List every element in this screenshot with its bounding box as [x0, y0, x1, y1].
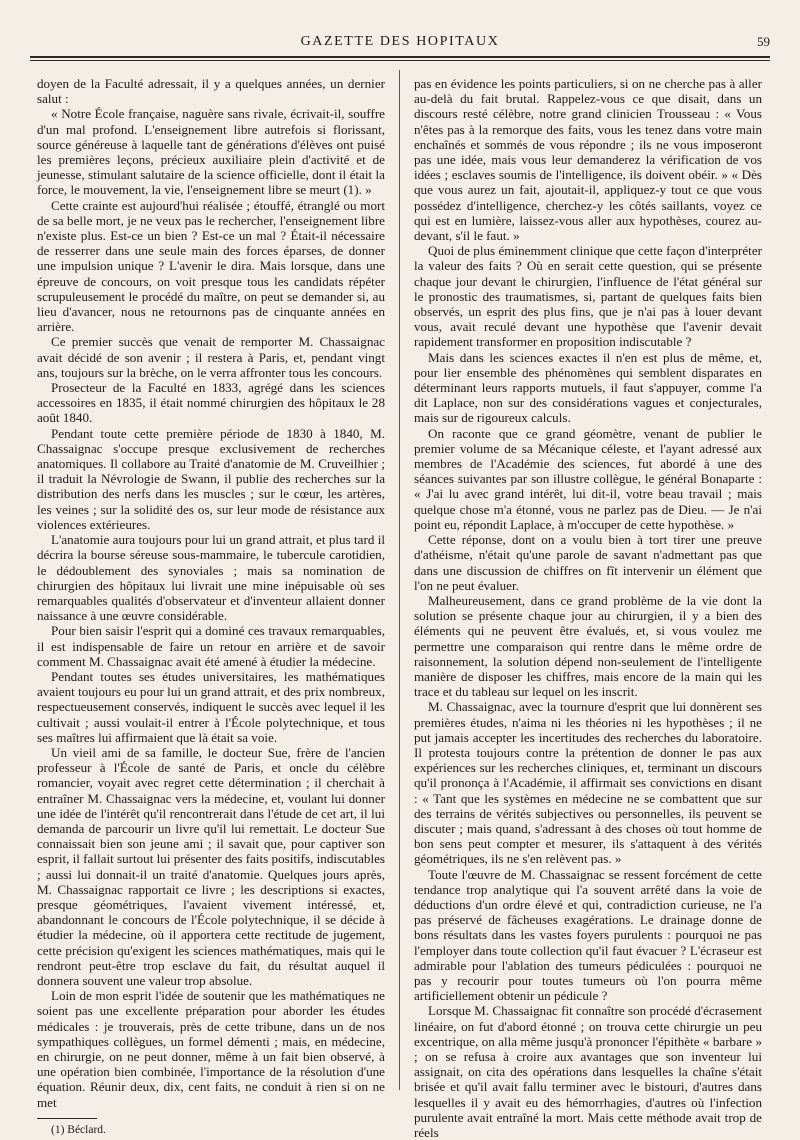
paragraph: Toute l'œuvre de M. Chassaignac se ressent forcément de cette tendance trop analytique qui l'a souvent arrêté dans la voie de déductions d'un ordre élevé et qui, contradiction curieuse, ne l'a pas préservé de fâcheuses exagérations. Le drainage donne de bons résultats dans les vastes foyers purulents : pourquoi ne pas l'employer dans toute collection qu'il faut évacuer ? L'écraseur est admirable pour l'ablation des tumeurs pédiculées : pourquoi ne pas y recourir pour toutes tumeurs où l'on pourra même artificiellement obtenir un pédicule ? [414, 866, 762, 1004]
paragraph: « Notre École française, naguère sans rivale, écrivait-il, souffre d'un mal profond. L'enseignement libre autrefois si florissant, source généreuse à laquelle tant de générations d'élèves ont puisé les premières leçons, précieux auxiliaire plein d'activité et de jeunesse, stimulant salutaire de la science officielle, dont il était la force, le mouvement, la vie, l'enseignement libre se meurt (1). » [37, 106, 385, 198]
paragraph: Malheureusement, dans ce grand problème de la vie dont la solution se présente chaque jour au chirurgien, il y a bien des éléments qui ne peuvent être évalués, et, si vous voulez me permettre une comparaison qui rentre dans le même ordre de raisonnement, la solution dépend non-seulement de l'intelligente manière de disposer les chiffres, mais encore de la main qui les trace et du tableau sur lequel on les inscrit. [414, 592, 762, 700]
paragraph: Un vieil ami de sa famille, le docteur Sue, frère de l'ancien professeur à l'École de santé de Paris, et oncle du célèbre romancier, voyait avec regret cette détermination ; il cherchait à entraîner M. Chassaignac vers la médecine, et, voulant lui donner une idée de l'intérêt qu'il rencontrerait dans l'étude de cet art, il lui demanda de parcourir un livre qu'il lui remettait. Le docteur Sue connaissait bien son jeune ami ; il savait que, pour captiver son esprit, il fallait surtout lui présenter des faits positifs, indiscutables ; aussi lui donnait-il un traité d'anatomie. Quelques jours après, M. Chassaignac rapportait ce livre ; les descriptions si exactes, presque géométriques, l'avaient vivement intéressé, et, abandonnant le concours de l'École polytechnique, il se décide à étudier la médecine, où il apportera cette rectitude de jugement, cette précision qu'exigent les sciences mathématiques, mais qui le rendront peut-être trop esclave du fait, du résultat auquel il donnera souvent une valeur trop absolue. [37, 744, 386, 988]
paragraph: Cette réponse, dont on a voulu bien à tort tirer une preuve d'athéisme, n'était qu'une parole de savant n'admettant pas que dans une discussion de chiffres on fît intervenir un élément que l'on ne peut évaluer. [414, 532, 762, 593]
page-header [30, 34, 770, 56]
paragraph: L'anatomie aura toujours pour lui un grand attrait, et plus tard il décrira la bourse séreuse sous-mammaire, le tubercule carotidien, le dédoublement des synoviales ; mais sa nomination de chirurgien des hôpitaux lui livrait une mine inépuisable où ses remarquables qualités d'observateur et d'inventeur allaient donner naissance à une œuvre considérable. [37, 532, 385, 624]
paragraph: Pendant toutes ses études universitaires, les mathématiques avaient toujours eu pour lui un grand attrait, et des prix nombreux, respectueusement conservés, indiquent le succès avec lequel il les cultivait ; aussi voulait-il entrer à l'École polytechnique, et tous ses maîtres lui affirmaient que là était sa voie. [37, 668, 385, 745]
paragraph: Pendant toute cette première période de 1830 à 1840, M. Chassaignac s'occupe presque exclusivement de recherches anatomiques. Il collabore au Traité d'anatomie de M. Cruveilhier ; il traduit la Névrologie de Swann, il publie des recherches sur la distribution des nerfs dans les muscles ; sur le cœur, les artères, les veines ; sur la solidité des os, sur leur mode de résistance aux violences extérieures. [37, 425, 385, 532]
paragraph: Lorsque M. Chassaignac fit connaître son procédé d'écrasement linéaire, on fut d'abord étonné ; on trouva cette chirurgie un peu excentrique, on alla même jusqu'à prononcer l'épithète « barbare » ; on se refusa à croire aux avantages que son inventeur lui assignait, on cita des opérations dans lesquelles la chaîne s'était brisée et qu'il avait fallu terminer avec le bistouri, d'autres dans lesquelles il y avait eu des hémorrhagies, d'autres où l'infection purulente avait entraîné la mort. Mais cette méthode avait trop de réels [414, 1003, 762, 1140]
column-divider [399, 70, 400, 1090]
header-rule-thick [30, 56, 770, 58]
paragraph: Prosecteur de la Faculté en 1833, agrégé dans les sciences accessoires en 1835, il était nommé chirurgien des hôpitaux le 28 août 1840. [37, 380, 385, 426]
paragraph: On raconte que ce grand géomètre, venant de publier le premier volume de sa Mécanique céleste, et l'ayant adressé aux membres de l'Académie des sciences, fut abordé à une des séances suivantes par son illustre collègue, le général Bonaparte : « J'ai lu avec grand intérêt, lui dit-il, votre beau travail ; mais quelque chose m'a étonné, vous ne parlez pas de Dieu. — Je n'ai point eu, répondit Laplace, à m'occuper de cette hypothèse. » [414, 425, 762, 532]
header-rule-thin [30, 60, 770, 61]
paragraph: Loin de mon esprit l'idée de soutenir que les mathématiques ne soient pas une excellente préparation pour aborder les études médicales : je trouverais, près de cette tribune, dans un de nos sympathiques collègues, un formel démenti ; mais, en médecine, en chirurgie, on ne peut donner, même à un fait bien observé, à une opération bien combinée, l'importance de la résolution d'une équation. Réunir deux, dix, cent faits, ne conduit à rien si on ne met [37, 988, 385, 1110]
running-title: GAZETTE DES HOPITAUX [300, 34, 500, 49]
paragraph: Quoi de plus éminemment clinique que cette façon d'interpréter la valeur des faits ? Où en serait cette question, qui se présente chaque jour devant le chirurgien, l'influence de l'état général sur le pronostic des traumatismes, si, partant de quelques faits bien observés, un esprit des plus fins, que je n'ai pas à louer devant vous, avait reculé devant une hypothèse que l'avenir devait rapidement transformer en proposition indiscutable ? [414, 243, 762, 350]
paragraph: Cette crainte est aujourd'hui réalisée ; étouffé, étranglé ou mort de sa belle mort, je ne veux pas le rechercher, l'enseignement libre n'existe plus. Est-ce un bien ? Est-ce un mal ? Était-il nécessaire de resserrer dans une seule main des forces éparses, de donner une impulsion unique ? L'avenir le dira. Mais lorsque, dans une épreuve de concours, on voit presque tous les candidats répéter scrupuleusement le procédé du maître, on peut se demander si, au lieu d'avancer, nous ne retournons pas de cinquante années en arrière. [37, 197, 385, 335]
page-number: 59 [757, 34, 770, 49]
paragraph: doyen de la Faculté adressait, il y a quelques années, un dernier salut : [37, 76, 385, 107]
paragraph: pas en évidence les points particuliers, si on ne cherche pas à aller au-delà du fait brutal. Rappelez-vous ce que disait, dans un discours resté célèbre, notre grand clinicien Trousseau : « Vous n'êtes pas à la remorque des faits, vous les tenez dans votre main enchaînés et sommés de vous répondre ; ils ne vous imposeront pas une idée, mais vous leur demanderez la vérification de vos idées ; esclaves soumis de l'intelligence, ils doivent obéir. » « Dès que vous aurez un fait, ajoutait-il, appliquez-y tout ce que vous possédez d'intelligence, cherchez-y les côtés saillants, voyez ce qui est en lumière, laissez-vous aller aux hypothèses, courez au-devant, s'il le faut. » [414, 76, 762, 244]
paragraph: Ce premier succès que venait de remporter M. Chassaignac avait décidé de son avenir ; il restera à Paris, et, pendant vingt ans, toujours sur la brèche, on le verra affronter tous les concours. [37, 334, 385, 380]
left-column [37, 76, 385, 1137]
right-column [414, 76, 762, 1140]
paragraph: Mais dans les sciences exactes il n'en est plus de même, et, pour lier ensemble des phénomènes qui semblent disparates en déterminant leurs rapports mutuels, il faut s'appuyer, comme l'a dit Laplace, non sur des considérations vagues et conjecturales, mais sur de rigoureux calculs. [414, 349, 762, 426]
footnote-rule [37, 1118, 97, 1119]
paragraph: Pour bien saisir l'esprit qui a dominé ces travaux remarquables, il est indispensable de faire un retour en arrière et de savoir comment M. Chassaignac avait été amené à étudier la médecine. [37, 623, 385, 669]
footnote: (1) Béclard. [51, 1123, 106, 1136]
paragraph: M. Chassaignac, avec la tournure d'esprit que lui donnèrent ses premières études, n'aima ni les théories ni les hypothèses ; il ne put jamais accepter les incertitudes des recherches du laboratoire. Il protesta toujours contre la prétention de donner le pas aux expériences sur les recherches cliniques, et, terminant un discours qu'il prononça à l'Académie, il affirmait ses convictions en disant : « Tant que les systèmes en médecine ne se combattent que sur des terrains de vérités subjectives ou personnelles, ils peuvent se discuter ; mais quand, s'adressant à des choses où tout homme de bon sens peut compter et mesurer, ils s'attaquent à des vérités géométriques, ils ne s'en relèvent pas. » [414, 699, 762, 867]
